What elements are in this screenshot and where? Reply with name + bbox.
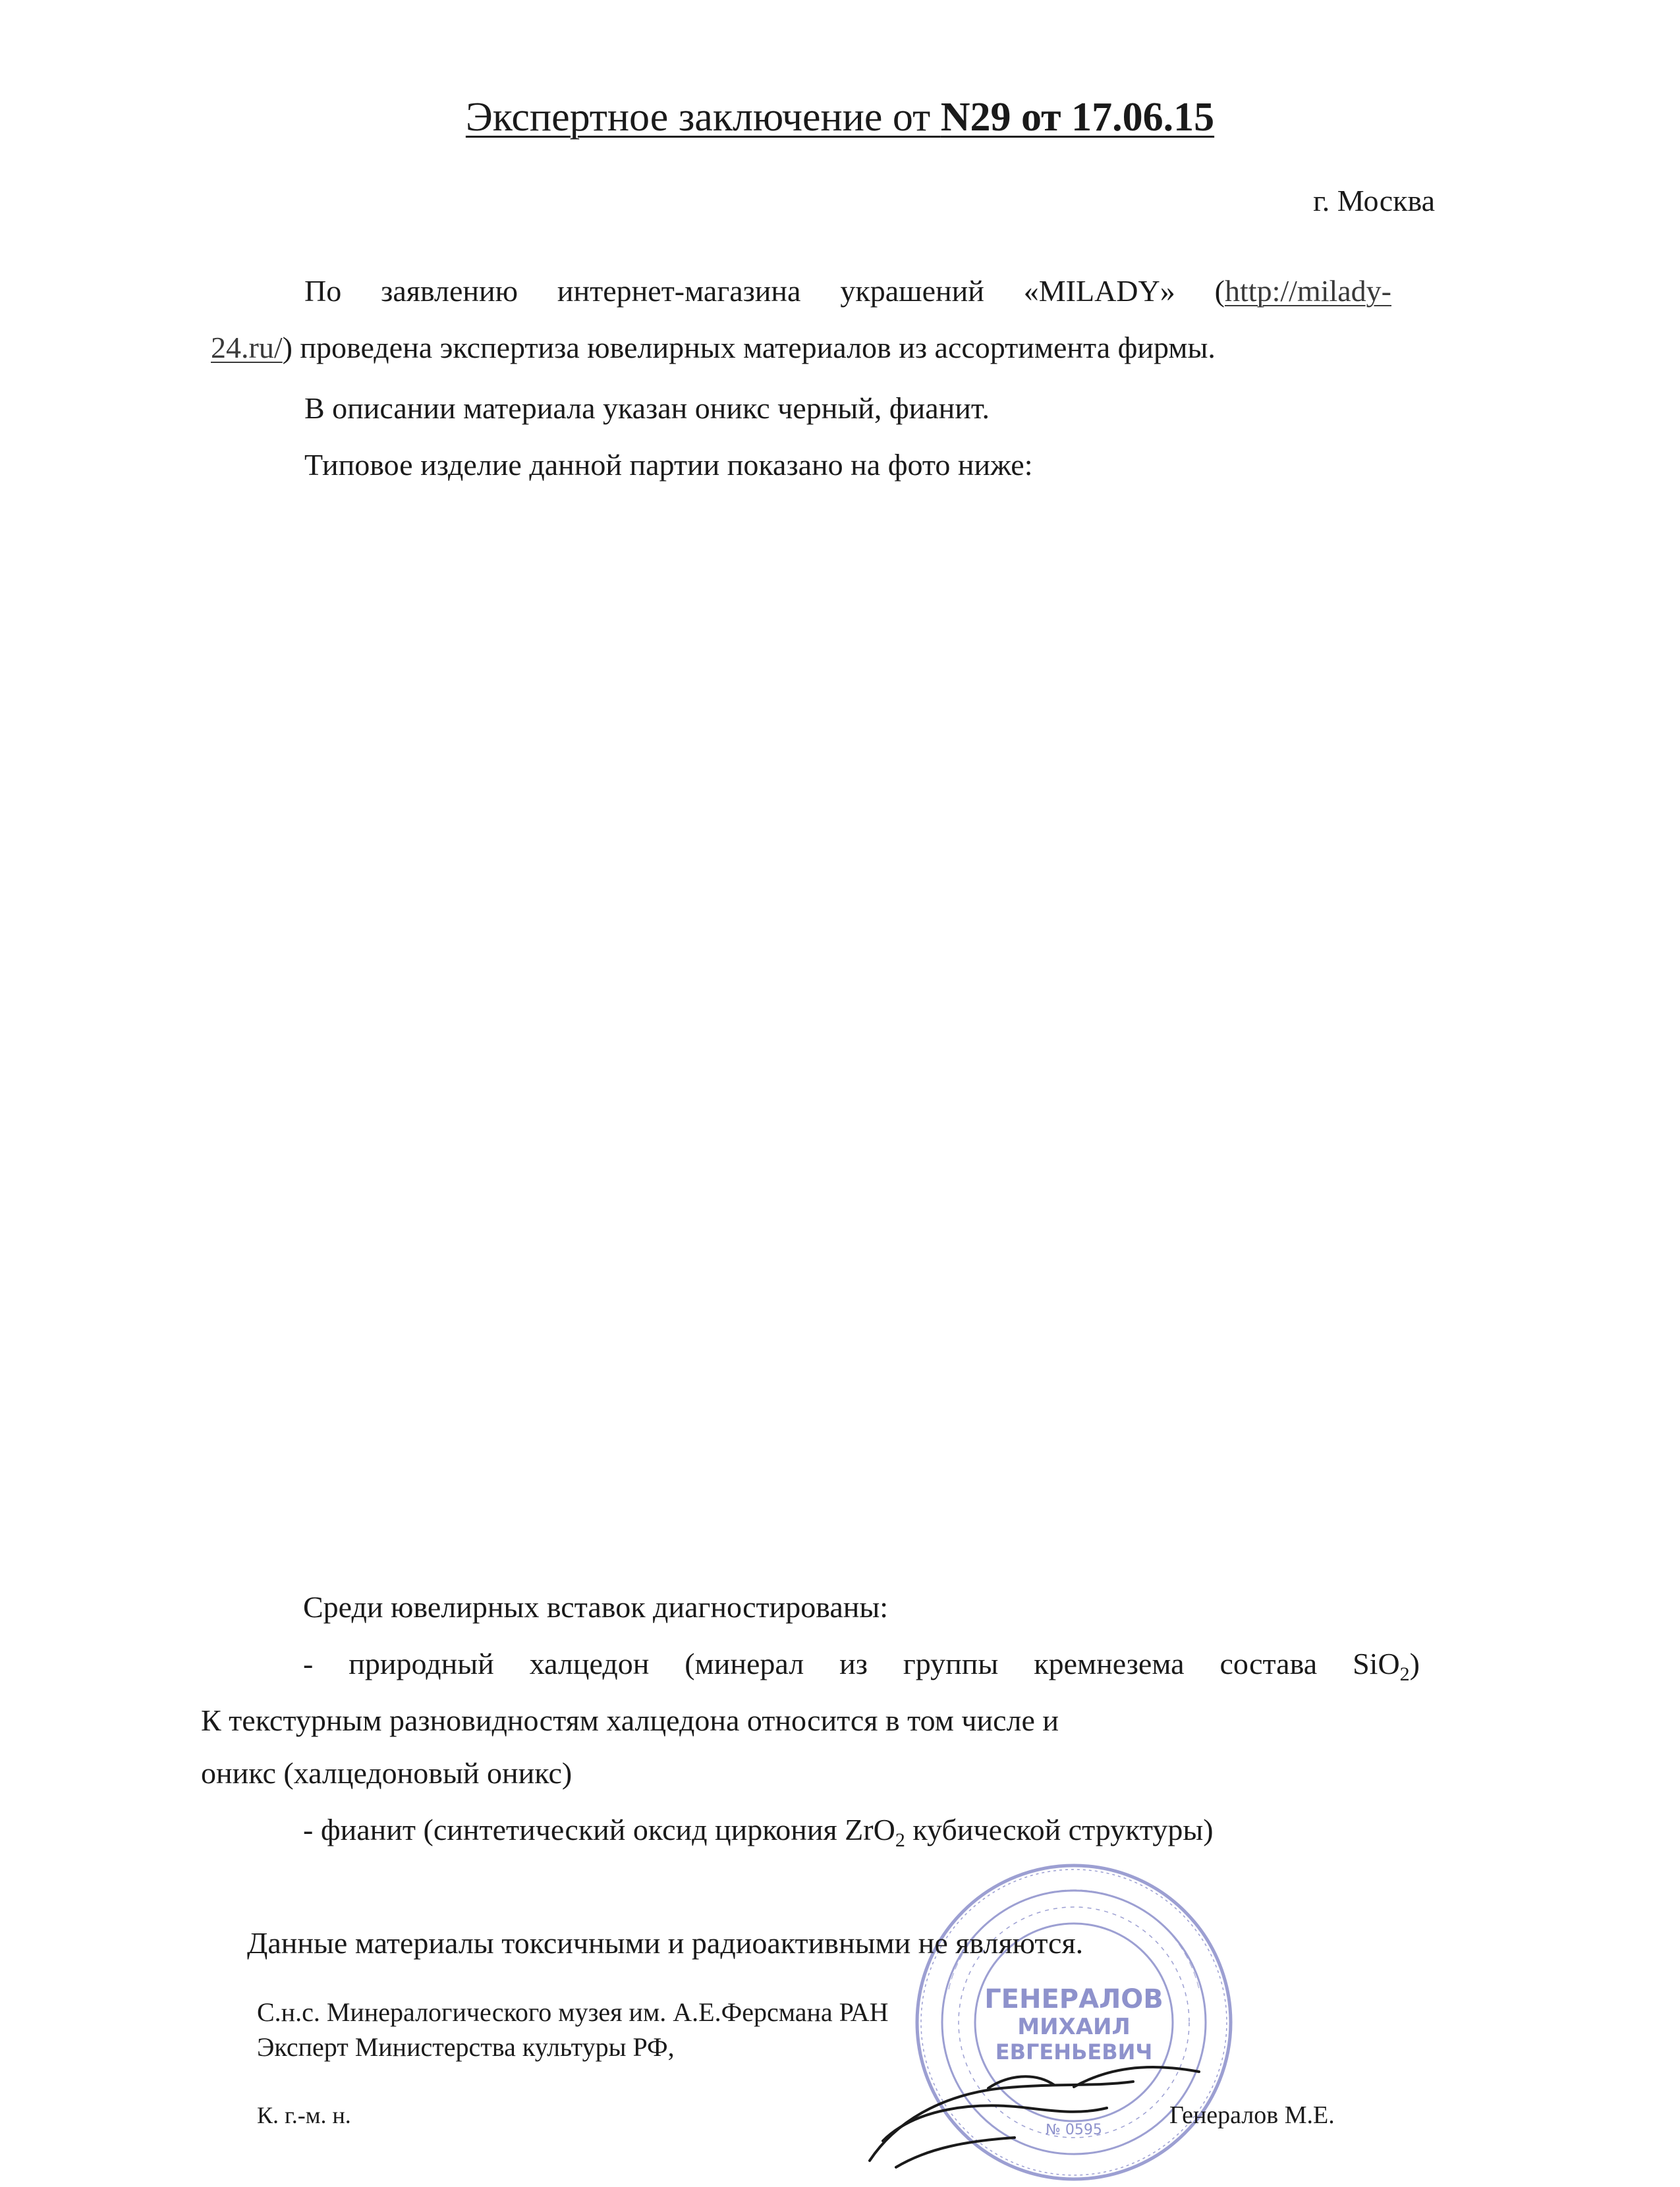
milady-link-part2[interactable]: 24.ru/ xyxy=(211,331,283,364)
conclusion: Данные материалы токсичными и радиоактивными не являются. xyxy=(247,1926,1084,1960)
title-prefix: Экспертное заключение от xyxy=(465,95,941,140)
item1-continuation-2: оникс (халцедоновый оникс) xyxy=(201,1756,573,1790)
item2-rest: кубической структуры) xyxy=(905,1813,1214,1846)
item2-line xyxy=(303,1810,1214,1860)
item1-line xyxy=(303,1644,1420,1694)
item1-close: ) xyxy=(1409,1647,1420,1680)
diagnosed-heading: Среди ювелирных вставок диагностированы: xyxy=(303,1590,889,1624)
paragraph1-line2 xyxy=(211,328,1216,368)
paragraph1-line1 xyxy=(304,271,1391,311)
item2-text: - фианит (синтетический оксид циркония ZrO xyxy=(303,1813,895,1846)
milady-link-part1[interactable]: http://milady- xyxy=(1225,274,1391,308)
paragraph1-continuation: ) проведена экспертиза ювелирных материалов из ассортимента фирмы. xyxy=(282,331,1216,364)
signer-name: Генералов М.Е. xyxy=(1169,2101,1335,2129)
stamp-number: № 0595 xyxy=(1046,2122,1102,2138)
handwritten-signature xyxy=(856,2009,1225,2174)
document-title xyxy=(0,91,1680,144)
paragraph3: Типовое изделие данной партии показано на фото ниже: xyxy=(304,448,1033,482)
signer-line3: К. г.-м. н. xyxy=(257,2102,351,2128)
signer-line2: Эксперт Министерства культуры РФ, xyxy=(257,2032,675,2062)
item1-subscript: 2 xyxy=(1399,1663,1410,1685)
city: г. Москва xyxy=(1313,184,1435,217)
item2-subscript: 2 xyxy=(895,1829,905,1851)
item1-continuation-1: К текстурным разновидностям халцедона относится в том числе и xyxy=(201,1703,1059,1737)
paragraph2: В описании материала указан оникс черный, фианит. xyxy=(304,391,990,425)
stamp-name-line1: ГЕНЕРАЛОВ xyxy=(984,1984,1163,2014)
title-number-date: N29 от 17.06.15 xyxy=(940,95,1215,140)
signer-line1: С.н.с. Минералогического музея им. А.Е.Ферсмана РАН xyxy=(257,1997,889,2027)
stamp-name-line2: МИХАИЛ xyxy=(1017,2014,1131,2040)
stamp-name-line3: ЕВГЕНЬЕВИЧ xyxy=(995,2039,1153,2064)
item1-text: - природный халцедон (минерал из группы кремнезема состава SiO xyxy=(303,1647,1400,1680)
paragraph1-text: По заявлению интернет-магазина украшений «MILADY» ( xyxy=(304,274,1225,308)
